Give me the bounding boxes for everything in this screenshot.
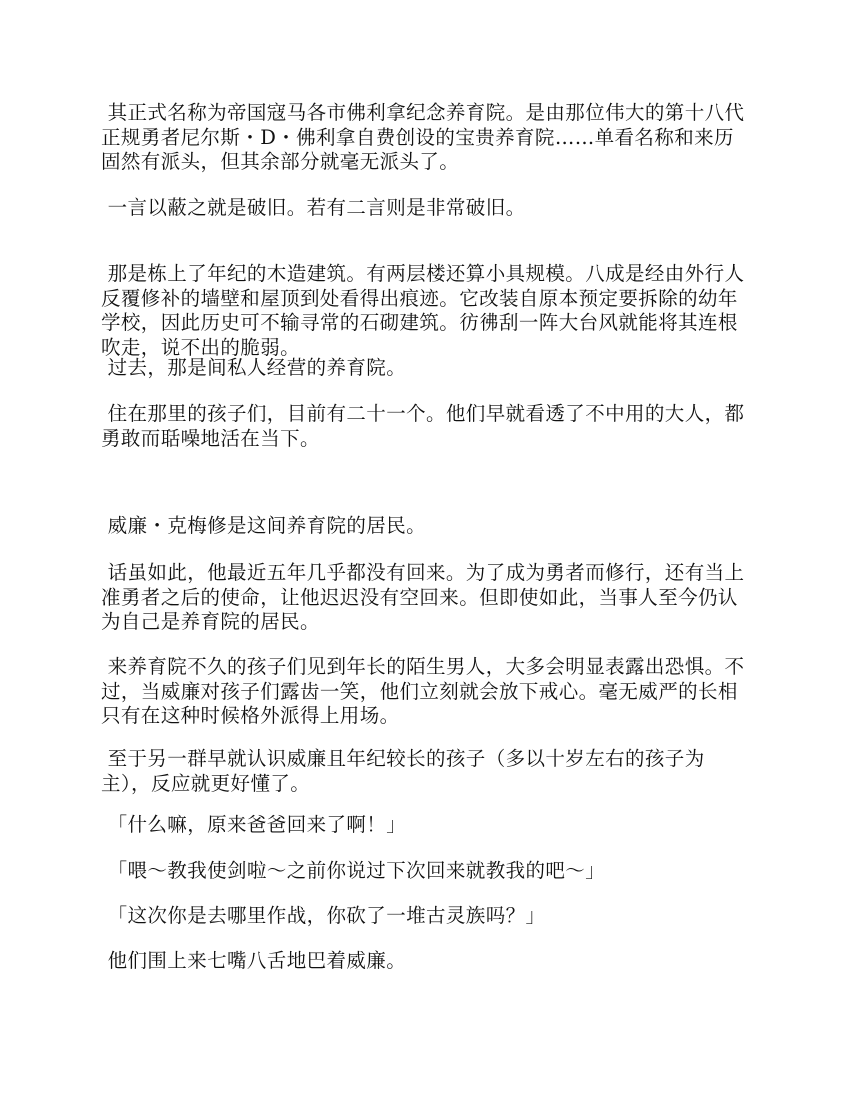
paragraph: 过去，那是间私人经营的养育院。 bbox=[101, 356, 407, 379]
paragraph: 来养育院不久的孩子们见到年长的陌生男人，大多会明显表露出恐惧。不过，当威廉对孩子们露齿一笑，他们立刻就会放下戒心。毫无威严的长相只有在这种时候格外派得上用场。 bbox=[101, 655, 745, 727]
dialogue-line: 「这次你是去哪里作战，你砍了一堆古灵族吗？」 bbox=[101, 904, 546, 927]
dialogue-line: 「喂～教我使剑啦～之前你说过下次回来就教我的吧～」 bbox=[101, 859, 606, 882]
paragraph: 威廉・克梅修是这间养育院的居民。 bbox=[101, 514, 427, 537]
paragraph: 至于另一群早就认识威廉且年纪较长的孩子（多以十岁左右的孩子为主），反应就更好懂了。 bbox=[101, 747, 705, 795]
paragraph: 那是栋上了年纪的木造建筑。有两层楼还算小具规模。八成是经由外行人反覆修补的墙壁和屋顶到处看得出痕迹。它改装自原本预定要拆除的幼年学校，因此历史可不输寻常的石砌建筑。彷彿刮一阵大台风就能将其连根吹走，说不出的脆弱。 bbox=[101, 262, 745, 359]
paragraph: 话虽如此，他最近五年几乎都没有回来。为了成为勇者而修行，还有当上准勇者之后的使命，让他迟迟没有空回来。但即使如此，当事人至今仍认为自己是养育院的居民。 bbox=[101, 561, 745, 633]
paragraph: 住在那里的孩子们，目前有二十一个。他们早就看透了不中用的大人，都勇敢而聒噪地活在当下。 bbox=[101, 402, 745, 450]
paragraph: 其正式名称为帝国寇马各市佛利拿纪念养育院。是由那位伟大的第十八代正规勇者尼尔斯・D・佛利拿自费创设的宝贵养育院……单看名称和来历固然有派头，但其余部分就毫无派头了。 bbox=[101, 101, 745, 173]
paragraph: 一言以蔽之就是破旧。若有二言则是非常破旧。 bbox=[101, 196, 526, 219]
dialogue-line: 「什么嘛，原来爸爸回来了啊！」 bbox=[101, 813, 407, 836]
paragraph: 他们围上来七嘴八舌地巴着威廉。 bbox=[101, 949, 407, 972]
